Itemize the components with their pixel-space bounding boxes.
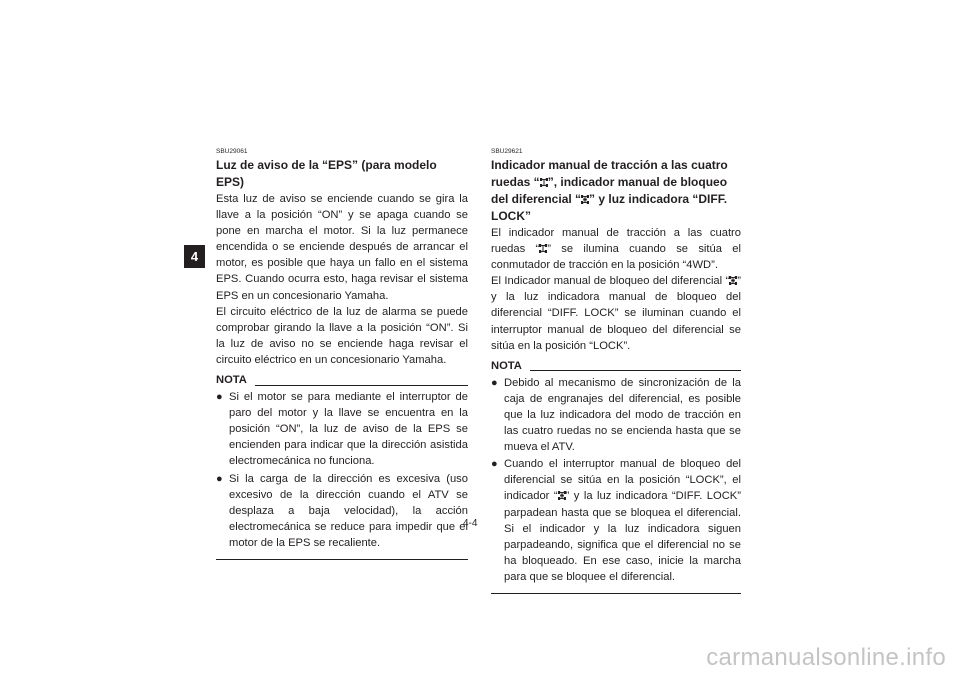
bullet-text: Si la carga de la dirección es excesiva (uso excesivo de la dirección cuando el ATV se desplaza a baja velocidad), la acción electromecánica se reduce para impedir que el motor de la EPS se recaliente.	[229, 472, 468, 549]
nota-rule	[255, 385, 468, 386]
nota-header	[491, 358, 741, 374]
4wd-indicator-icon	[540, 178, 548, 187]
list-item	[491, 375, 741, 455]
chapter-tab: 4	[184, 245, 205, 268]
page-number: 4-4	[463, 518, 478, 529]
section-code: SBU29061	[216, 148, 248, 155]
left-column	[216, 148, 468, 560]
list-item	[216, 389, 468, 469]
nota-end-rule	[491, 593, 741, 594]
section-heading-4wd: Indicador manual de tracción a las cuatro ruedas “ ”, indicador manual de bloqueo del diferencial “ ” y luz indicadora “DIFF. LOCK”	[491, 158, 728, 223]
bullet-dot-icon: ●	[491, 458, 498, 471]
nota-label: NOTA	[216, 374, 247, 387]
bullet-dot-icon: ●	[216, 472, 223, 485]
nota-header	[216, 372, 468, 388]
right-column	[491, 148, 741, 594]
diff-lock-indicator-icon	[558, 491, 566, 500]
list-item	[216, 471, 468, 551]
section-heading-eps: Luz de aviso de la “EPS” (para modelo EPS)	[216, 158, 437, 189]
bullet-text: Cuando el interruptor manual de bloqueo del diferencial se sitúa en la posición “LOCK”, el indicador “ ” y la luz indicadora “DIFF. LOCK” parpadean hasta que se bloquea el diferencial. Si el indicador y la luz indicadora siguen parpadeando, significa que el diferencial no se ha bloqueado. En ese caso, inicie la marcha para que se bloquee el diferencial.	[504, 458, 741, 583]
paragraph: El indicador manual de tracción a las cuatro ruedas “ ” se ilumina cuando se sitúa el conmutador de tracción en la posición “4WD”.	[491, 227, 741, 272]
bullet-dot-icon: ●	[216, 391, 223, 404]
bullet-dot-icon: ●	[491, 376, 498, 389]
nota-label: NOTA	[491, 359, 522, 372]
paragraph: El Indicador manual de bloqueo del diferencial “ ” y la luz indicadora manual de bloqueo del diferencial “DIFF. LOCK” se iluminan cuando el interruptor manual de bloqueo del diferencial se sitúa en la posición “LOCK”.	[491, 275, 741, 352]
paragraph: El circuito eléctrico de la luz de alarma se puede comprobar girando la llave a la posición “ON”. Si la luz de aviso no se enciende haga revisar el circuito eléctrico en un concesionario Yamaha.	[216, 305, 468, 366]
list-item	[491, 456, 741, 585]
bullet-text: Debido al mecanismo de sincronización de la caja de engranajes del diferencial, es posible que la luz indicadora del modo de tracción en las cuatro ruedas no se encienda hasta que se mueva el ATV.	[504, 376, 741, 454]
nota-end-rule	[216, 559, 468, 560]
bullet-text: Si el motor se para mediante el interruptor de paro del motor y la llave se encuentra en la posición “ON”, la luz de aviso de la EPS se encienden para indicar que la dirección asistida electromecánica no funciona.	[229, 391, 468, 468]
nota-rule	[530, 370, 741, 371]
section-code: SBU29621	[491, 148, 523, 155]
watermark: carmanualsonline.info	[706, 644, 946, 671]
paragraph: Esta luz de aviso se enciende cuando se gira la llave a la posición “ON” y se apaga cuando se pone en marcha el motor. Si la luz permanece encendida o se enciende después de arrancar el motor, es posible que haya un fallo en el sistema EPS. Cuando ocurra esto, haga revisar el sistema EPS en un concesionario Yamaha.	[216, 193, 468, 302]
diff-lock-indicator-icon	[581, 195, 589, 204]
